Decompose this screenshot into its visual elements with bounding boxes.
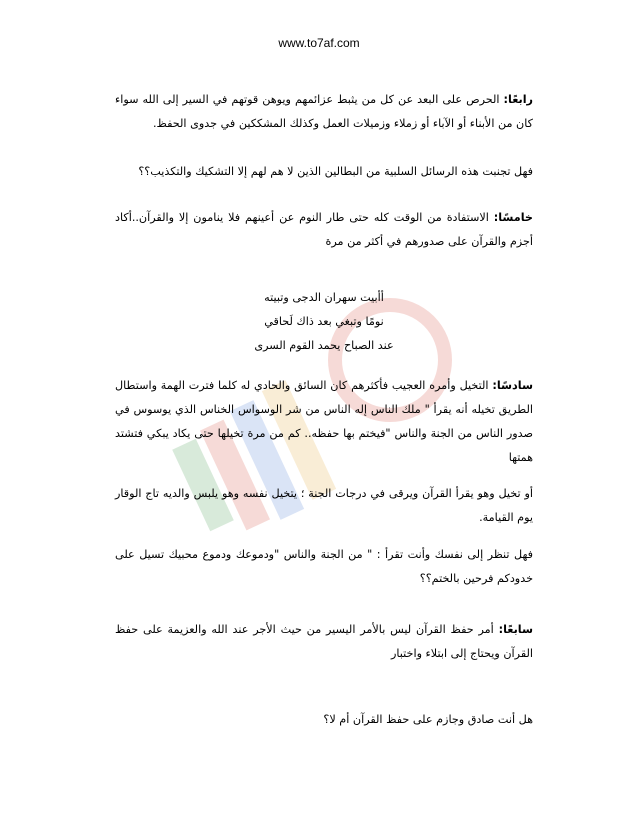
section-fifth-text: الاستفادة من الوقت كله حتى طار النوم عن أعينهم فلا ينامون إلا والقرآن..أكاد أجزم والقرآن على صدورهم في أكثر من مرة (115, 211, 533, 248)
verse-line-2: نومًا وتبغي بعد ذاك لَحاقي (264, 315, 384, 328)
question-2-text: فهل تنظر إلى نفسك وأنت تقرأ : " من الجنة والناس "ودموعك ودموع محبيك تسيل على خدودكم فرحين بالختم؟؟ (115, 548, 533, 585)
section-sixth (115, 374, 533, 470)
imagine-paragraph (115, 482, 533, 530)
imagine-text: أو تخيل وهو يقرأ القرآن ويرقى في درجات الجنة ؛ يتخيل نفسه وهو يلبس والديه تاج الوقار يوم القيامة. (115, 487, 533, 524)
header-url: www.to7af.com (278, 36, 360, 50)
section-fifth-label: خامسًا: (493, 211, 533, 224)
section-fourth (115, 88, 533, 136)
section-seventh (115, 618, 533, 666)
verse-line-3: عند الصباح يحمد القوم السرى (254, 339, 394, 352)
section-sixth-label: سادسًا: (492, 379, 533, 392)
question-2 (115, 543, 533, 591)
section-fifth (115, 206, 533, 254)
question-3-text: هل أنت صادق وجازم على حفظ القرآن أم لا؟ (323, 713, 533, 726)
section-seventh-label: سابعًا: (498, 623, 533, 636)
section-fourth-label: رابعًا: (503, 93, 533, 106)
section-seventh-text: أمر حفظ القرآن ليس بالأمر اليسير من حيث الأجر عند الله والعزيمة على حفظ القرآن ويحتاج إلى ابتلاء واختبار (115, 623, 533, 660)
section-sixth-text: التخيل وأمره العجيب فأكثرهم كان السائق والحادي له كلما فترت الهمة واستطال الطريق تخيله أنه يقرأ " ملك الناس إله الناس من شر الوسواس الخناس الذي يوسوس في صدور الناس من الجنة والناس "فيختم بها حفظه.. كم من مرة تخيلها حتى يكاد يبكي فتشتد همتها (115, 379, 533, 464)
section-fourth-text: الحرص على البعد عن كل من يثبط عزائمهم ويوهن قوتهم في السير إلى الله سواء كان من الأبناء أو الآباء أو زملاء وزميلات العمل وكذلك المشككين في جدوى الحفظ. (115, 93, 533, 130)
verse-line-1: أأبيت سهران الدجى وتبيته (264, 291, 384, 304)
question-1-text: فهل تجنبت هذه الرسائل السلبية من البطالين الذين لا هم لهم إلا التشكيك والتكذيب؟؟ (138, 165, 533, 178)
question-3 (115, 708, 533, 732)
question-1 (115, 160, 533, 184)
